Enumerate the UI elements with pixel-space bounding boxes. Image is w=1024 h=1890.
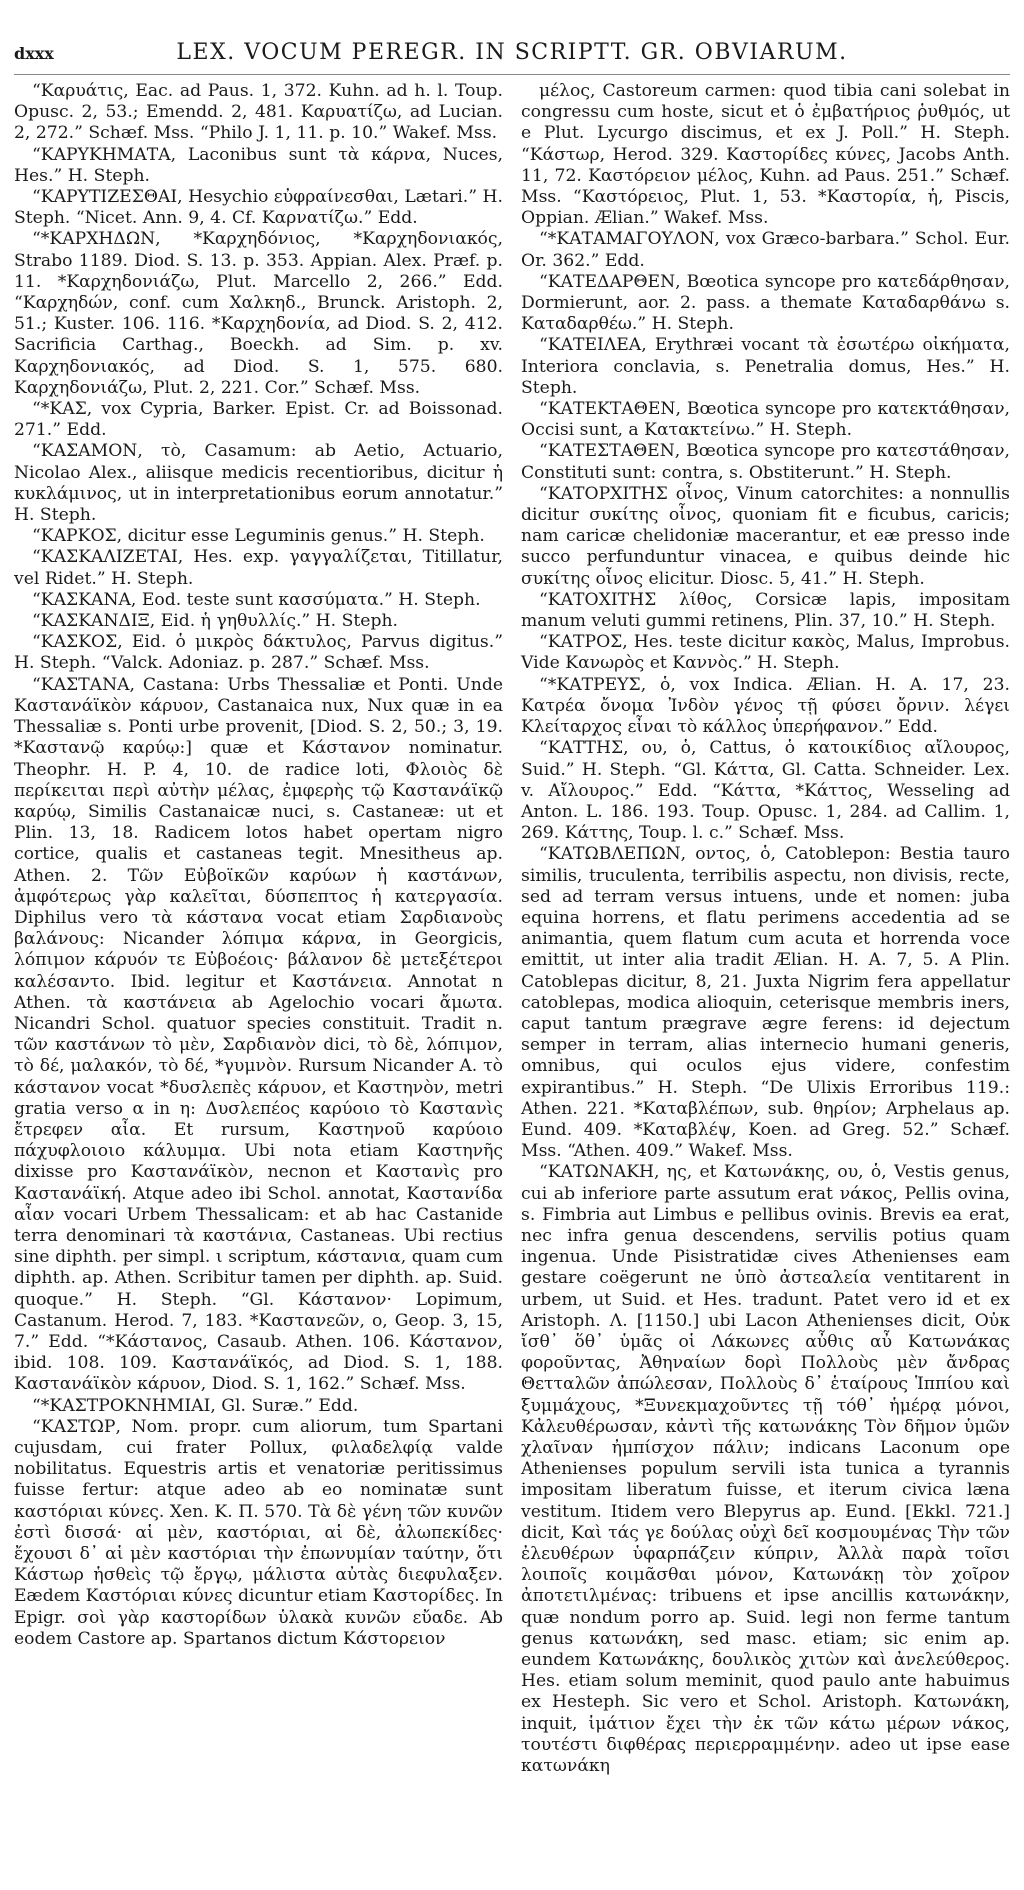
page-header — [14, 40, 1010, 75]
right-column — [521, 81, 1010, 1777]
dictionary-entry: “ΚΑΤΟΡΧΙΤΗΣ οἶνος, Vinum catorchites: a nonnullis dicitur συκίτης οἶνος, quoniam fit e ficubus, caricis; nam caricæ chelidoniæ macerantur, et eæ presso inde succo perfunduntur vinacea, e quibus deinde hic συκίτης οἶνος elicitur. Diosc. 5, 41.” H. Steph. — [521, 483, 1010, 589]
dictionary-entry: “*ΚΑΤΡΕΥΣ, ὁ, vox Indica. Ælian. H. A. 17, 23. Κατρέα ὄνομα Ἰνδὸν γένος τῇ φύσει ὄρνιν. λέγει Κλείταρχος εἶναι τὸ κάλλος ὑπερήφανον.” Edd. — [521, 674, 1010, 738]
dictionary-entry: “ΚΑΤΩΒΛΕΠΩΝ, οντος, ὁ, Catoblepon: Bestia tauro similis, truculenta, terribilis aspectu, non divisis, recte, sed ad terram versus intuens, unde et nomen: juba equina horrens, et flatu perimens accedentia ad se animantia, quem flatum cum acuta et horrenda voce emittit, ut inter alia tradit Ælian. H. A. 7, 5. A Plin. Catoblepas dicitur, 8, 21. Juxta Nigrim fera appellatur catoblepas, modica alioquin, ceterisque membris iners, caput tantum prægrave ægre ferens: id dejectum semper in terram, alias internecio humani generis, omnibus, qui oculos ejus videre, confestim expirantibus.” H. Steph. “De Ulixis Erroribus 119.: Athen. 221. *Καταβλέπων, sub. θηρίον; Arphelaus ap. Eund. 409. *Καταβλέψ, Koen. ad Greg. 52.” Schæf. Mss. “Athen. 409.” Wakef. Mss. — [521, 844, 1010, 1162]
dictionary-entry: “ΚΑΤΕΔΑΡΘΕΝ, Bœotica syncope pro κατεδάρθησαν, Dormierunt, aor. 2. pass. a themate Καταδαρθάνω s. Καταδαρθέω.” H. Steph. — [521, 271, 1010, 335]
dictionary-entry: “Καρυάτις, Eac. ad Paus. 1, 372. Kuhn. ad h. l. Toup. Opusc. 2, 53.; Emendd. 2, 481. Καρυατίζω, ad Lucian. 2, 272.” Schæf. Mss. “Philo J. 1, 11. p. 10.” Wakef. Mss. — [14, 81, 503, 144]
text-columns — [14, 81, 1010, 1777]
dictionary-entry: “ΚΑΣΚΑΛΙΖΕΤΑΙ, Hes. exp. γαγγαλίζεται, Titillatur, vel Ridet.” H. Steph. — [14, 547, 503, 589]
dictionary-entry: “ΚΑΣΚΟΣ, Eid. ὁ μικρὸς δάκτυλος, Parvus digitus.” H. Steph. “Valck. Adoniaz. p. 287.” Schæf. Mss. — [14, 632, 503, 674]
dictionary-entry: μέλος, Castoreum carmen: quod tibia cani solebat in congressu cum hoste, sicut et ὁ ἐμβατήριος ῥυθμός, ut e Plut. Lycurgo discimus, et ex J. Poll.” H. Steph. “Κάστωρ, Herod. 329. Καστορίδες κύνες, Jacobs Anth. 11, 72. Καστόρειον μέλος, Kuhn. ad Paus. 251.” Schæf. Mss. “Καστόρειος, Plut. 1, 53. *Καστορία, ἡ, Piscis, Oppian. Ælian.” Wakef. Mss. — [521, 81, 1010, 229]
dictionary-entry: “ΚΑΣΑΜΟΝ, τὸ, Casamum: ab Aetio, Actuario, Nicolao Alex., aliisque medicis recentioribus, dicitur ἡ κυκλάμινος, ut in interpretationibus eorum annotatur.” H. Steph. — [14, 441, 503, 526]
dictionary-entry: “ΚΑΣΤΩΡ, Nom. propr. cum aliorum, tum Spartani cujusdam, cui frater Pollux, φιλαδελφίᾳ valde nobilitatus. Equestris artis et venatoriæ peritissimus fuisse fertur: atque adeo ab eo nominatæ sunt καστόριαι κύνες. Xen. K. Π. 570. Τὰ δὲ γένη τῶν κυνῶν ἐστὶ δισσά· αἱ μὲν, καστόριαι, αἱ δὲ, ἀλωπεκίδες· ἔχουσι δ᾽ αἱ μὲν καστόριαι τὴν ἐπωνυμίαν ταύτην, ὅτι Κάστωρ ἡσθεὶς τῷ ἔργῳ, μάλιστα αὐτὰς διεφυλαξεν. Eædem Καστόριαι κύνες dicuntur etiam Καστορίδες. In Epigr. σοὶ γὰρ καστορίδων ὑλακὰ κυνῶν εὔαδε. Ab eodem Castore ap. Spartanos dictum Κάστορειον — [14, 1416, 504, 1649]
dictionary-entry: “ΚΑΤΕΣΤΑΘΕΝ, Bœotica syncope pro κατεστάθησαν, Constituti sunt: contra, s. Obstiterunt.” H. Steph. — [521, 441, 1010, 483]
dictionary-entry: “ΚΑΤΕΚΤΑΘΕΝ, Bœotica syncope pro κατεκτάθησαν, Occisi sunt, a Κατακτείνω.” H. Steph. — [521, 399, 1010, 441]
page-number: dxxx — [14, 44, 54, 63]
dictionary-entry: “*ΚΑΣ, vox Cypria, Barker. Epist. Cr. ad Boissonad. 271.” Edd. — [14, 399, 503, 441]
dictionary-entry: “ΚΑΡΚΟΣ, dicitur esse Leguminis genus.” H. Steph. — [32, 526, 485, 547]
left-column — [14, 81, 503, 1777]
dictionary-entry: “ΚΑΤΡΟΣ, Hes. teste dicitur κακὸς, Malus, Improbus. Vide Κανωρὸς et Καννὸς.” H. Steph. — [521, 632, 1010, 674]
dictionary-entry: “ΚΑΣΤΑΝΑ, Castana: Urbs Thessaliæ et Ponti. Unde Καστανάϊκὸν κάρυον, Castanaica nux, Nux quæ in ea Thessaliæ s. Ponti urbe provenit, [Diod. S. 2, 50.; 3, 19. *Καστανῷ καρύῳ:] quæ et Κάστανον nominatur. Theophr. H. P. 4, 10. de radice loti, Φλοιὸς δὲ περίκειται περὶ αὐτὴν μέλας, ἐμφερὴς τῷ Καστανάϊκῷ καρύῳ, Similis Castanaicæ nuci, s. Castaneæ: ut et Plin. 13, 18. Radicem lotos habet opertam nigro cortice, qualis et castaneas tegit. Mnesitheus ap. Athen. 2. Τῶν Εὐβοϊκῶν καρύων ἡ καστάνων, ἀμφότερως γὰρ καλεῖται, δύσπεπτος ἡ κατεργασία. Diphilus vero τὰ κάστανα vocat etiam Σαρδιανοὺς βαλάνους: Nicander λόπιμα κάρνα, in Georgicis, λόπιμον κάρυόν τε Εὐβοέοις· βάλανον δὲ μετεξέτεροι καλέσαντο. Ibid. legitur et Καστάνεια. Annotat n Athen. τὰ καστάνεια ab Agelochio vocari ἄμωτα. Nicandri Schol. quatuor species constituit. Tradit n. τῶν καστάνων τὸ μὲν, Σαρδιανὸν dici, τὸ δὲ, λόπιμον, τὸ δέ, μαλακόν, τὸ δέ, *γυμνὸν. Rursum Nicander A. τὸ κάστανον vocat *δυσλεπὲς κάρυον, et Καστηνὸν, metri gratia verso α in η: Δυσλεπέος καρύοιο τὸ Καστανὶς ἔτρεφεν αἶα. Et rursum, Καστηνοῦ καρύοιο πάχυφλοιοιο κάλυμμα. Ubi nota etiam Καστηνῆς dixisse pro Καστανάϊκὸν, necnon et Καστανὶς pro Καστανάϊκή. Atque adeo ibi Schol. annotat, Καστανίδα αἶαν vocari Urbem Thessalicam: et ab hac Castanide terra denominari τὰ καστάνια, Castaneas. Ubi rectius sine diphth. per simpl. ι scriptum, κάστανια, quam cum diphth. ap. Athen. Scribitur tamen per diphth. ap. Suid. quoque.” H. Steph. “Gl. Κάστανον· Lopimum, Castanum. Herod. 7, 183. *Καστανεῶν, ο, Geop. 3, 15, 7.” Edd. “*Κάστανος, Casaub. Athen. 106. Κάστανον, ibid. 108. 109. Καστανάϊκός, ad Diod. S. 1, 188. Καστανάϊκὸν κάρυον, Diod. S. 1, 162.” Schæf. Mss. — [14, 674, 503, 1395]
dictionary-entry: “*ΚΑΤΑΜΑΓΟΥΛΟΝ, vox Græco-barbara.” Schol. Eur. Or. 362.” Edd. — [521, 229, 1010, 271]
dictionary-entry: “ΚΑΤΟΧΙΤΗΣ λίθος, Corsicæ lapis, impositam manum veluti gummi retinens, Plin. 37, 10.” H. Steph. — [521, 589, 1010, 632]
dictionary-entry: “*ΚΑΡΧΗΔΩΝ, *Καρχηδόνιος, *Καρχηδονιακός, Strabo 1189. Diod. S. 13. p. 353. Appian. Alex. Præf. p. 11. *Καρχηδονιάζω, Plut. Marcello 2, 266.” Edd. “Καρχηδών, conf. cum Χαλκηδ., Brunck. Aristoph. 2, 51.; Kuster. 106. 116. *Καρχηδονία, ad Diod. S. 2, 412. Sacrificia Carthag., Boeckh. ad Sim. p. xv. Καρχηδονιακός, ad Diod. S. 1, 575. 680. Καρχηδονιάζω, Plut. 2, 221. Cor.” Schæf. Mss. — [14, 229, 503, 398]
dictionary-entry: “ΚΑΤΤΗΣ, ου, ὁ, Cattus, ὁ κατοικίδιος αἴλουρος, Suid.” H. Steph. “Gl. Κάττα, Gl. Catta. Schneider. Lex. v. Αἴλουρος.” Edd. “Κάττα, *Κάττος, Wesseling ad Anton. L. 186. 193. Toup. Opusc. 1, 284. ad Callim. 1, 269. Κάττης, Toup. l. c.” Schæf. Mss. — [521, 738, 1010, 844]
dictionary-entry: “ΚΑΣΚΑΝΑ, Eod. teste sunt κασσύματα.” H. Steph. — [32, 589, 481, 610]
dictionary-entry: “ΚΑΣΚΑΝΔΙΞ, Eid. ἡ γηθυλλίς.” H. Steph. — [32, 611, 398, 632]
dictionary-entry: “ΚΑΡΥΚΗΜΑΤΑ, Laconibus sunt τὰ κάρνα, Nuces, Hes.” H. Steph. — [14, 144, 503, 186]
dictionary-entry: “ΚΑΤΕΙΛΕΑ, Erythræi vocant τὰ ἐσωτέρω οἰκήματα, Interiora conclavia, s. Penetralia domus, Hes.” H. Steph. — [521, 335, 1010, 398]
dictionary-entry: “ΚΑΡΥΤΙΖΕΣΘΑΙ, Hesychio εὐφραίνεσθαι, Lætari.” H. Steph. “Nicet. Ann. 9, 4. Cf. Καρνατίζω.” Edd. — [14, 187, 503, 229]
running-title: LEX. VOCUM PEREGR. IN SCRIPTT. GR. OBVIARUM. — [176, 40, 848, 65]
dictionary-entry: “ΚΑΤΩΝΑΚΗ, ης, et Κατωνάκης, ου, ὁ, Vestis genus, cui ab inferiore parte assutum erat νάκος, Pellis ovina, s. Fimbria aut Limbus e pellibus ovinis. Brevis ea erat, nec infra genua descendens, servilis potius quam ingenua. Unde Pisistratidæ cives Athenienses eam gestare coëgerunt ne ὑπὸ ἀστεαλεία ventitarent in urbem, ut Suid. et Hes. tradunt. Patet vero id et ex Aristoph. Λ. [1150.] ubi Lacon Athenienses dicit, Οὐκ ἴσθ᾽ ὅθ᾽ ὑμᾶς οἱ Λάκωνες αὖθις αὖ Κατωνάκας φοροῦντας, Ἀθηναίων δορὶ Πολλοὺς μὲν ἄνδρας Θετταλῶν ἀπώλεσαν, Πολλοὺς δ᾽ ἑταίρους Ἱππίου καὶ ξυμμάχους, *Ξυνεκμαχοῦντες τῇ τόθ᾽ ἡμέρᾳ μόνοι, Κἀλευθέρωσαν, κἀντὶ τῆς κατωνάκης Τὸν δῆμον ὑμῶν χλαῖναν ἠμπίσχον πάλιν; indicans Laconum ope Athenienses populum servili ista tunica a tyrannis impositam liberatum fuisse, et iterum civica læna vestitum. Itidem vero Blepyrus ap. Eund. [Ekkl. 721.] dicit, Καὶ τάς γε δούλας οὐχὶ δεῖ κοσμουμένας Τὴν τῶν ἐλευθέρων ὑφαρπάζειν κύπριν, Ἀλλὰ παρὰ τοῖσι λοιποῖς κοιμᾶσθαι μόνον, Κατωνάκῃ τὸν χοῖρον ἀποτετιλμένας: tribuens et ipse ancillis κατωνάκην, quæ nondum porro ap. Suid. legi non ferme tantum genus κατωνάκη, sed masc. etiam; sic enim ap. eundem Κατωνάκης, δουλικὸς χιτὼν καὶ ἀνελεύθερος. Hes. etiam solum meminit, quod paulo ante habuimus ex Hesteph. Sic vero et Schol. Aristoph. Κατωνάκη, inquit, ἱμάτιον ἔχει τὴν ἐκ τῶν κάτω μέρων νάκος, τουτέστι διφθέρας περιερραμμένην. adeo ut ipse ease κατωνάκη — [521, 1162, 1010, 1777]
dictionary-entry: “*ΚΑΣΤΡΟΚΝΗΜΙΑΙ, Gl. Suræ.” Edd. — [32, 1395, 359, 1416]
